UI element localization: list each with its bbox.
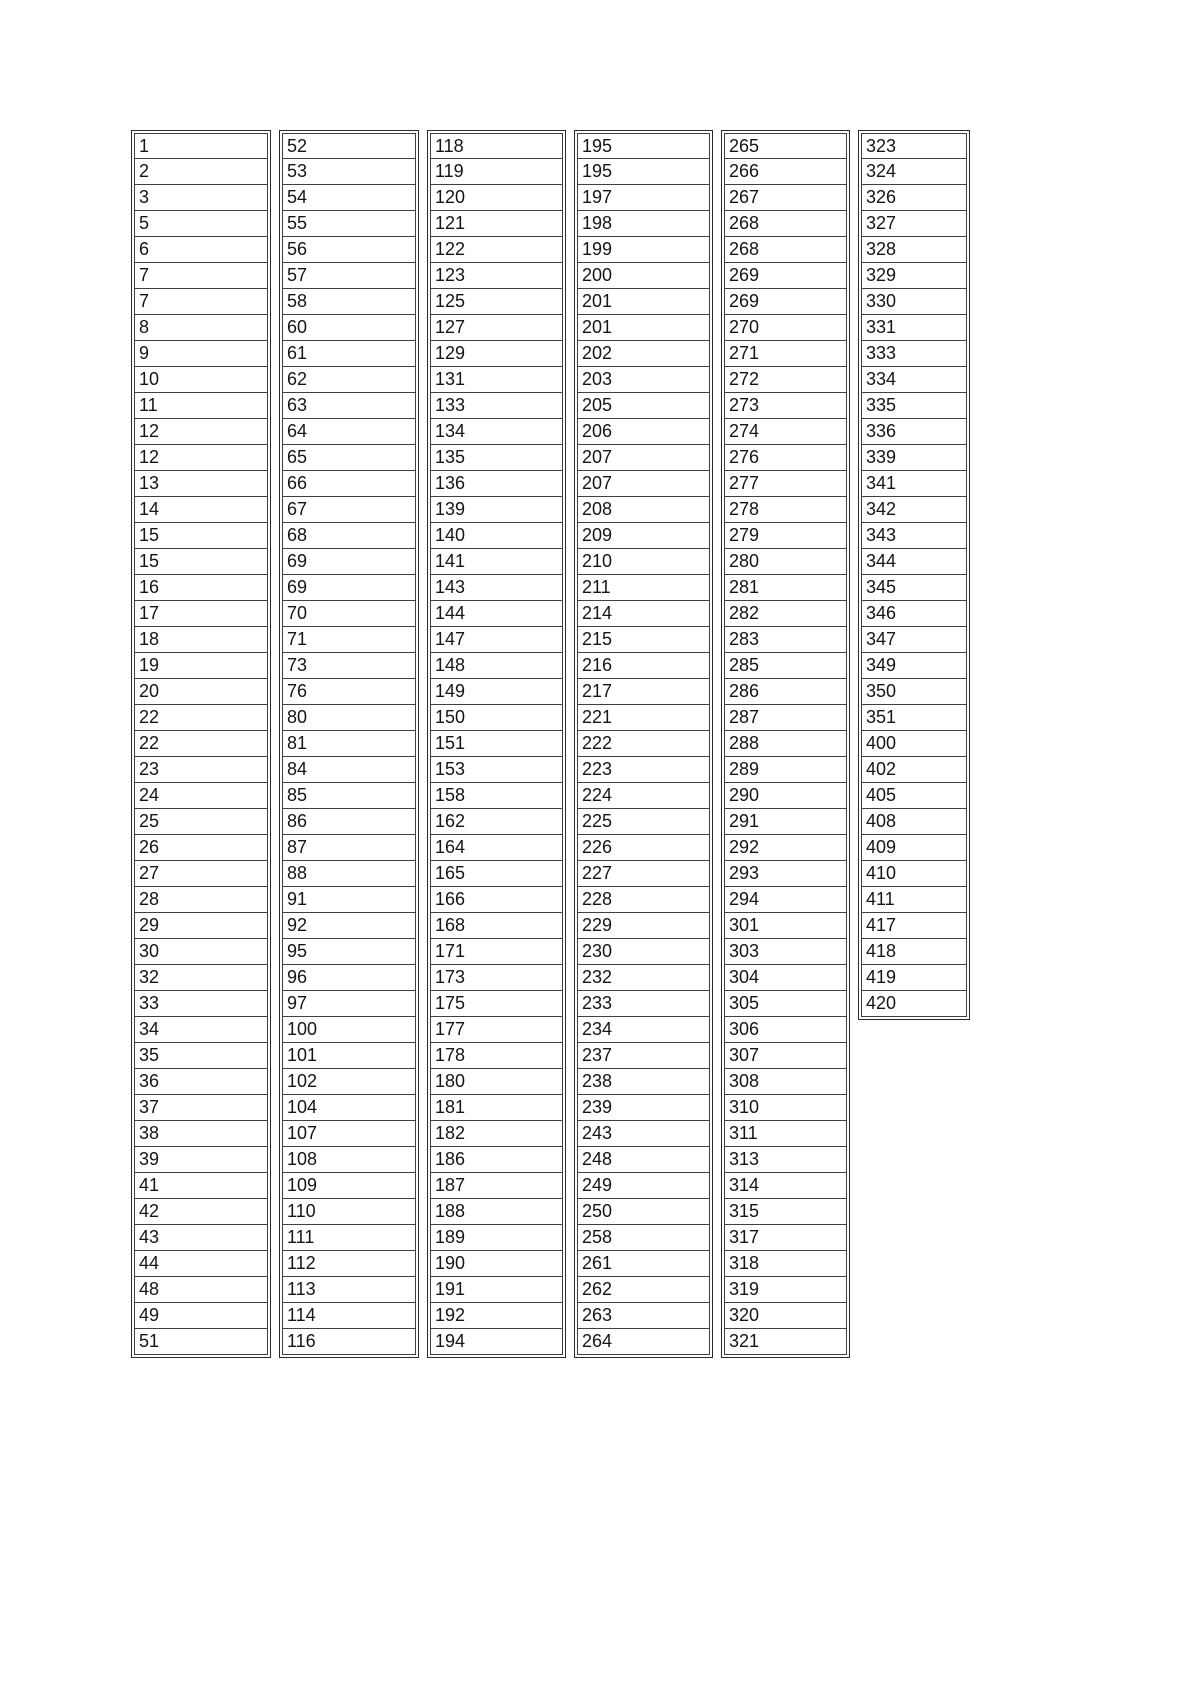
table-cell: 288 bbox=[724, 731, 847, 757]
table-cell: 127 bbox=[430, 315, 563, 341]
table-cell: 286 bbox=[724, 679, 847, 705]
table-cell: 270 bbox=[724, 315, 847, 341]
table-cell: 112 bbox=[282, 1251, 416, 1277]
table-cell: 135 bbox=[430, 445, 563, 471]
table-cell: 60 bbox=[282, 315, 416, 341]
number-table-column-2 bbox=[279, 130, 419, 1358]
table-cell: 317 bbox=[724, 1225, 847, 1251]
table-cell: 20 bbox=[134, 679, 268, 705]
table-cell: 199 bbox=[577, 237, 710, 263]
table-cell: 335 bbox=[861, 393, 967, 419]
table-cell: 328 bbox=[861, 237, 967, 263]
table-cell: 411 bbox=[861, 887, 967, 913]
table-cell: 85 bbox=[282, 783, 416, 809]
table-cell: 283 bbox=[724, 627, 847, 653]
table-cell: 144 bbox=[430, 601, 563, 627]
table-cell: 18 bbox=[134, 627, 268, 653]
table-cell: 131 bbox=[430, 367, 563, 393]
table-cell: 114 bbox=[282, 1303, 416, 1329]
table-cell: 3 bbox=[134, 185, 268, 211]
table-cell: 68 bbox=[282, 523, 416, 549]
table-cell: 70 bbox=[282, 601, 416, 627]
table-cell: 23 bbox=[134, 757, 268, 783]
table-cell: 400 bbox=[861, 731, 967, 757]
table-cell: 207 bbox=[577, 445, 710, 471]
table-cell: 139 bbox=[430, 497, 563, 523]
table-cell: 310 bbox=[724, 1095, 847, 1121]
table-cell: 171 bbox=[430, 939, 563, 965]
table-cell: 208 bbox=[577, 497, 710, 523]
table-cell: 67 bbox=[282, 497, 416, 523]
table-cell: 181 bbox=[430, 1095, 563, 1121]
table-cell: 221 bbox=[577, 705, 710, 731]
table-cell: 279 bbox=[724, 523, 847, 549]
table-cell: 315 bbox=[724, 1199, 847, 1225]
table-cell: 229 bbox=[577, 913, 710, 939]
table-cell: 351 bbox=[861, 705, 967, 731]
table-cell: 308 bbox=[724, 1069, 847, 1095]
table-cell: 211 bbox=[577, 575, 710, 601]
table-cell: 265 bbox=[724, 133, 847, 159]
table-cell: 104 bbox=[282, 1095, 416, 1121]
table-cell: 7 bbox=[134, 263, 268, 289]
table-cell: 188 bbox=[430, 1199, 563, 1225]
table-cell: 62 bbox=[282, 367, 416, 393]
table-cell: 419 bbox=[861, 965, 967, 991]
table-cell: 234 bbox=[577, 1017, 710, 1043]
table-cell: 228 bbox=[577, 887, 710, 913]
table-cell: 95 bbox=[282, 939, 416, 965]
table-cell: 8 bbox=[134, 315, 268, 341]
table-cell: 261 bbox=[577, 1251, 710, 1277]
table-cell: 162 bbox=[430, 809, 563, 835]
table-cell: 210 bbox=[577, 549, 710, 575]
table-cell: 118 bbox=[430, 133, 563, 159]
table-cell: 119 bbox=[430, 159, 563, 185]
table-cell: 187 bbox=[430, 1173, 563, 1199]
table-cell: 319 bbox=[724, 1277, 847, 1303]
table-cell: 71 bbox=[282, 627, 416, 653]
table-cell: 216 bbox=[577, 653, 710, 679]
table-cell: 19 bbox=[134, 653, 268, 679]
number-table-column-3 bbox=[427, 130, 566, 1358]
table-cell: 136 bbox=[430, 471, 563, 497]
table-cell: 342 bbox=[861, 497, 967, 523]
table-cell: 350 bbox=[861, 679, 967, 705]
table-cell: 91 bbox=[282, 887, 416, 913]
table-cell: 329 bbox=[861, 263, 967, 289]
table-cell: 206 bbox=[577, 419, 710, 445]
table-cell: 420 bbox=[861, 991, 967, 1017]
table-cell: 34 bbox=[134, 1017, 268, 1043]
table-cell: 109 bbox=[282, 1173, 416, 1199]
table-cell: 1 bbox=[134, 133, 268, 159]
table-cell: 197 bbox=[577, 185, 710, 211]
table-cell: 15 bbox=[134, 549, 268, 575]
table-cell: 326 bbox=[861, 185, 967, 211]
table-cell: 339 bbox=[861, 445, 967, 471]
table-cell: 120 bbox=[430, 185, 563, 211]
table-cell: 267 bbox=[724, 185, 847, 211]
table-cell: 22 bbox=[134, 705, 268, 731]
table-cell: 42 bbox=[134, 1199, 268, 1225]
table-cell: 320 bbox=[724, 1303, 847, 1329]
table-cell: 202 bbox=[577, 341, 710, 367]
table-cell: 53 bbox=[282, 159, 416, 185]
number-table-column-4 bbox=[574, 130, 713, 1358]
table-cell: 195 bbox=[577, 133, 710, 159]
table-cell: 151 bbox=[430, 731, 563, 757]
table-cell: 92 bbox=[282, 913, 416, 939]
table-cell: 264 bbox=[577, 1329, 710, 1355]
table-cell: 347 bbox=[861, 627, 967, 653]
table-cell: 230 bbox=[577, 939, 710, 965]
table-cell: 177 bbox=[430, 1017, 563, 1043]
table-cell: 305 bbox=[724, 991, 847, 1017]
table-cell: 24 bbox=[134, 783, 268, 809]
table-cell: 5 bbox=[134, 211, 268, 237]
table-cell: 9 bbox=[134, 341, 268, 367]
table-cell: 58 bbox=[282, 289, 416, 315]
table-cell: 233 bbox=[577, 991, 710, 1017]
table-cell: 69 bbox=[282, 575, 416, 601]
table-cell: 293 bbox=[724, 861, 847, 887]
table-cell: 278 bbox=[724, 497, 847, 523]
table-cell: 324 bbox=[861, 159, 967, 185]
table-cell: 304 bbox=[724, 965, 847, 991]
table-cell: 26 bbox=[134, 835, 268, 861]
table-cell: 88 bbox=[282, 861, 416, 887]
table-cell: 149 bbox=[430, 679, 563, 705]
table-cell: 56 bbox=[282, 237, 416, 263]
table-cell: 7 bbox=[134, 289, 268, 315]
table-cell: 200 bbox=[577, 263, 710, 289]
table-cell: 108 bbox=[282, 1147, 416, 1173]
table-cell: 38 bbox=[134, 1121, 268, 1147]
table-cell: 182 bbox=[430, 1121, 563, 1147]
table-cell: 239 bbox=[577, 1095, 710, 1121]
table-cell: 345 bbox=[861, 575, 967, 601]
table-cell: 14 bbox=[134, 497, 268, 523]
table-cell: 111 bbox=[282, 1225, 416, 1251]
table-cell: 192 bbox=[430, 1303, 563, 1329]
table-cell: 80 bbox=[282, 705, 416, 731]
table-cell: 13 bbox=[134, 471, 268, 497]
table-cell: 333 bbox=[861, 341, 967, 367]
table-cell: 271 bbox=[724, 341, 847, 367]
table-cell: 303 bbox=[724, 939, 847, 965]
table-cell: 331 bbox=[861, 315, 967, 341]
table-cell: 164 bbox=[430, 835, 563, 861]
table-cell: 122 bbox=[430, 237, 563, 263]
table-cell: 125 bbox=[430, 289, 563, 315]
table-cell: 201 bbox=[577, 289, 710, 315]
table-cell: 290 bbox=[724, 783, 847, 809]
table-cell: 33 bbox=[134, 991, 268, 1017]
table-cell: 116 bbox=[282, 1329, 416, 1355]
table-cell: 225 bbox=[577, 809, 710, 835]
table-cell: 41 bbox=[134, 1173, 268, 1199]
number-table-column-1 bbox=[131, 130, 271, 1358]
table-cell: 269 bbox=[724, 289, 847, 315]
table-cell: 349 bbox=[861, 653, 967, 679]
table-cell: 306 bbox=[724, 1017, 847, 1043]
table-cell: 97 bbox=[282, 991, 416, 1017]
table-cell: 289 bbox=[724, 757, 847, 783]
table-cell: 173 bbox=[430, 965, 563, 991]
table-cell: 36 bbox=[134, 1069, 268, 1095]
table-cell: 217 bbox=[577, 679, 710, 705]
table-cell: 410 bbox=[861, 861, 967, 887]
table-cell: 243 bbox=[577, 1121, 710, 1147]
table-cell: 263 bbox=[577, 1303, 710, 1329]
table-cell: 66 bbox=[282, 471, 416, 497]
table-cell: 10 bbox=[134, 367, 268, 393]
table-cell: 54 bbox=[282, 185, 416, 211]
table-cell: 64 bbox=[282, 419, 416, 445]
table-cell: 17 bbox=[134, 601, 268, 627]
table-cell: 232 bbox=[577, 965, 710, 991]
table-cell: 148 bbox=[430, 653, 563, 679]
table-cell: 318 bbox=[724, 1251, 847, 1277]
table-cell: 344 bbox=[861, 549, 967, 575]
table-cell: 291 bbox=[724, 809, 847, 835]
table-cell: 100 bbox=[282, 1017, 416, 1043]
table-cell: 334 bbox=[861, 367, 967, 393]
table-cell: 190 bbox=[430, 1251, 563, 1277]
table-cell: 273 bbox=[724, 393, 847, 419]
table-cell: 133 bbox=[430, 393, 563, 419]
table-cell: 248 bbox=[577, 1147, 710, 1173]
table-cell: 25 bbox=[134, 809, 268, 835]
table-cell: 209 bbox=[577, 523, 710, 549]
table-cell: 207 bbox=[577, 471, 710, 497]
table-cell: 189 bbox=[430, 1225, 563, 1251]
table-cell: 86 bbox=[282, 809, 416, 835]
table-cell: 330 bbox=[861, 289, 967, 315]
table-cell: 141 bbox=[430, 549, 563, 575]
table-cell: 205 bbox=[577, 393, 710, 419]
table-cell: 11 bbox=[134, 393, 268, 419]
table-cell: 341 bbox=[861, 471, 967, 497]
table-cell: 186 bbox=[430, 1147, 563, 1173]
table-cell: 51 bbox=[134, 1329, 268, 1355]
table-cell: 203 bbox=[577, 367, 710, 393]
table-cell: 101 bbox=[282, 1043, 416, 1069]
table-cell: 346 bbox=[861, 601, 967, 627]
table-cell: 129 bbox=[430, 341, 563, 367]
table-cell: 44 bbox=[134, 1251, 268, 1277]
table-cell: 143 bbox=[430, 575, 563, 601]
table-cell: 272 bbox=[724, 367, 847, 393]
table-cell: 223 bbox=[577, 757, 710, 783]
table-cell: 96 bbox=[282, 965, 416, 991]
table-cell: 121 bbox=[430, 211, 563, 237]
table-cell: 2 bbox=[134, 159, 268, 185]
table-cell: 250 bbox=[577, 1199, 710, 1225]
table-cell: 307 bbox=[724, 1043, 847, 1069]
table-cell: 281 bbox=[724, 575, 847, 601]
table-cell: 147 bbox=[430, 627, 563, 653]
table-cell: 268 bbox=[724, 211, 847, 237]
table-cell: 417 bbox=[861, 913, 967, 939]
table-cell: 28 bbox=[134, 887, 268, 913]
table-cell: 61 bbox=[282, 341, 416, 367]
table-cell: 15 bbox=[134, 523, 268, 549]
table-cell: 48 bbox=[134, 1277, 268, 1303]
table-cell: 214 bbox=[577, 601, 710, 627]
table-cell: 63 bbox=[282, 393, 416, 419]
table-cell: 408 bbox=[861, 809, 967, 835]
table-cell: 282 bbox=[724, 601, 847, 627]
number-table-column-5 bbox=[721, 130, 850, 1358]
table-cell: 277 bbox=[724, 471, 847, 497]
table-cell: 57 bbox=[282, 263, 416, 289]
table-cell: 327 bbox=[861, 211, 967, 237]
table-cell: 294 bbox=[724, 887, 847, 913]
table-cell: 280 bbox=[724, 549, 847, 575]
table-cell: 311 bbox=[724, 1121, 847, 1147]
table-cell: 343 bbox=[861, 523, 967, 549]
table-cell: 49 bbox=[134, 1303, 268, 1329]
table-cell: 37 bbox=[134, 1095, 268, 1121]
table-cell: 409 bbox=[861, 835, 967, 861]
table-cell: 313 bbox=[724, 1147, 847, 1173]
table-cell: 224 bbox=[577, 783, 710, 809]
table-cell: 27 bbox=[134, 861, 268, 887]
table-cell: 30 bbox=[134, 939, 268, 965]
table-cell: 43 bbox=[134, 1225, 268, 1251]
table-cell: 201 bbox=[577, 315, 710, 341]
table-cell: 12 bbox=[134, 445, 268, 471]
table-cell: 292 bbox=[724, 835, 847, 861]
table-cell: 269 bbox=[724, 263, 847, 289]
table-cell: 321 bbox=[724, 1329, 847, 1355]
table-cell: 198 bbox=[577, 211, 710, 237]
table-cell: 35 bbox=[134, 1043, 268, 1069]
table-cell: 150 bbox=[430, 705, 563, 731]
table-cell: 55 bbox=[282, 211, 416, 237]
table-cell: 22 bbox=[134, 731, 268, 757]
table-cell: 276 bbox=[724, 445, 847, 471]
table-cell: 76 bbox=[282, 679, 416, 705]
table-cell: 262 bbox=[577, 1277, 710, 1303]
table-cell: 12 bbox=[134, 419, 268, 445]
table-cell: 180 bbox=[430, 1069, 563, 1095]
table-cell: 258 bbox=[577, 1225, 710, 1251]
table-cell: 113 bbox=[282, 1277, 416, 1303]
table-cell: 134 bbox=[430, 419, 563, 445]
table-cell: 301 bbox=[724, 913, 847, 939]
table-cell: 178 bbox=[430, 1043, 563, 1069]
table-cell: 153 bbox=[430, 757, 563, 783]
table-cell: 226 bbox=[577, 835, 710, 861]
table-cell: 87 bbox=[282, 835, 416, 861]
table-cell: 32 bbox=[134, 965, 268, 991]
table-cell: 39 bbox=[134, 1147, 268, 1173]
table-cell: 107 bbox=[282, 1121, 416, 1147]
table-cell: 52 bbox=[282, 133, 416, 159]
table-cell: 165 bbox=[430, 861, 563, 887]
table-cell: 102 bbox=[282, 1069, 416, 1095]
table-cell: 215 bbox=[577, 627, 710, 653]
table-cell: 6 bbox=[134, 237, 268, 263]
table-cell: 158 bbox=[430, 783, 563, 809]
table-cell: 29 bbox=[134, 913, 268, 939]
table-cell: 140 bbox=[430, 523, 563, 549]
table-cell: 16 bbox=[134, 575, 268, 601]
table-cell: 84 bbox=[282, 757, 416, 783]
table-cell: 238 bbox=[577, 1069, 710, 1095]
table-cell: 73 bbox=[282, 653, 416, 679]
table-cell: 222 bbox=[577, 731, 710, 757]
table-cell: 195 bbox=[577, 159, 710, 185]
table-cell: 402 bbox=[861, 757, 967, 783]
table-cell: 249 bbox=[577, 1173, 710, 1199]
number-table-column-6 bbox=[858, 130, 970, 1020]
table-cell: 227 bbox=[577, 861, 710, 887]
table-cell: 194 bbox=[430, 1329, 563, 1355]
table-cell: 323 bbox=[861, 133, 967, 159]
table-cell: 268 bbox=[724, 237, 847, 263]
table-cell: 166 bbox=[430, 887, 563, 913]
table-cell: 191 bbox=[430, 1277, 563, 1303]
table-cell: 65 bbox=[282, 445, 416, 471]
number-tables bbox=[131, 130, 970, 1358]
table-cell: 237 bbox=[577, 1043, 710, 1069]
table-cell: 175 bbox=[430, 991, 563, 1017]
table-cell: 336 bbox=[861, 419, 967, 445]
table-cell: 285 bbox=[724, 653, 847, 679]
table-cell: 168 bbox=[430, 913, 563, 939]
table-cell: 69 bbox=[282, 549, 416, 575]
table-cell: 110 bbox=[282, 1199, 416, 1225]
table-cell: 274 bbox=[724, 419, 847, 445]
table-cell: 266 bbox=[724, 159, 847, 185]
table-cell: 405 bbox=[861, 783, 967, 809]
table-cell: 314 bbox=[724, 1173, 847, 1199]
table-cell: 287 bbox=[724, 705, 847, 731]
table-cell: 123 bbox=[430, 263, 563, 289]
table-cell: 418 bbox=[861, 939, 967, 965]
table-cell: 81 bbox=[282, 731, 416, 757]
